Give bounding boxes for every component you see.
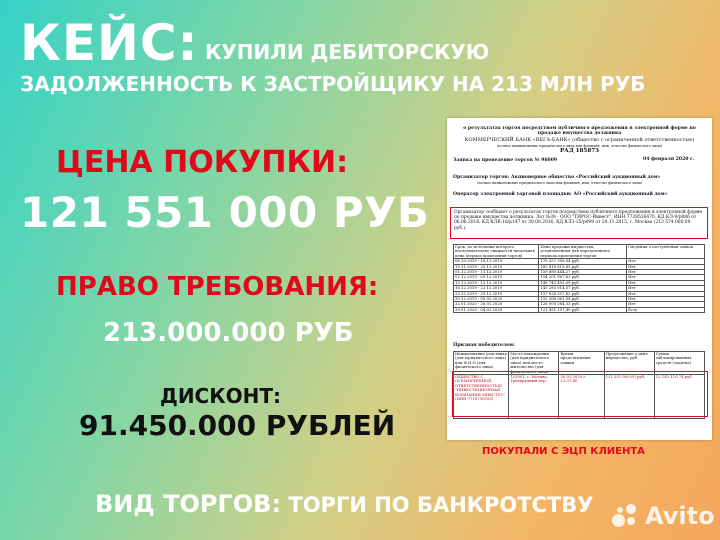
period-cell: 16.12.2019 - 22.12.2019 xyxy=(454,286,539,291)
winner-time-cell: 30.01.2020 г. 13:37:40 xyxy=(559,375,604,419)
doc-winners-title: Признан победителем: xyxy=(453,343,515,348)
bids-cell: Нет xyxy=(627,291,705,296)
column-header: Сведения о поступлении заявок xyxy=(627,245,705,259)
bids-cell: Нет xyxy=(627,270,705,275)
claim-label: ПРАВО ТРЕБОВАНИЯ: xyxy=(56,272,379,302)
doc-organizer-note: (полное наименование юридического лица или фамилия, имя, отчество физического лица) xyxy=(477,181,643,185)
price-cell: 121 451 107,40 руб. xyxy=(539,307,627,312)
price-cell: 148 743 491,09 руб. xyxy=(539,280,627,285)
doc-number: РАД 185873 xyxy=(559,148,600,154)
price-label: ЦЕНА ПОКУПКИ: xyxy=(56,145,349,180)
avito-logo-icon xyxy=(612,504,640,528)
heading-line-2: ЗАДОЛЖЕННОСТЬ К ЗАСТРОЙЩИКУ НА 213 МЛН РУБ xyxy=(20,72,646,96)
column-header: Наименование участника (для юридического лица) или Ф.И.О.(для физического лица) xyxy=(454,352,509,375)
doc-notice: Организатор сообщает о результатах торгов посредством публичного предложения в электронной форме по продаже имущества должника. Лот №38 - ООО "ТИРОС-Инвест", ИНН 7729516470, КД КЛ-9/р086 от 06.06.2016, КД КЛВ-16/р147 от 30.08.2016, КД КЛЗ-15/р099 от 24.11.2015, г. Москва (213 574 000,00 руб.). xyxy=(454,210,703,231)
column-header: Время представления заявки xyxy=(559,352,604,375)
period-cell: 13.12.2019 - 15.12.2019 xyxy=(454,280,539,285)
price-cell: 143 285 014,57 руб. xyxy=(539,286,627,291)
period-cell: 02.12.2019 - 09.12.2019 xyxy=(454,275,539,280)
price-cell: 132 368 061,08 руб. xyxy=(539,297,627,302)
heading-case-word: КЕЙС: xyxy=(20,14,199,72)
bids-cell: Нет xyxy=(627,302,705,307)
bids-cell: Есть xyxy=(627,307,705,312)
period-cell: 19.11.2019 - 25.11.2019 xyxy=(454,264,539,269)
auction-type-value: ТОРГИ ПО БАНКРОТСТВУ xyxy=(288,493,594,517)
period-cell: 29.01.2020 - 04.02.2020 xyxy=(454,307,539,312)
column-header: Срок, по истечении которого последовательно снижается начальная цена (период проведения торгов) xyxy=(454,245,539,259)
price-periods-table xyxy=(453,244,705,313)
discount-value: 91.450.000 РУБЛЕЙ xyxy=(79,409,396,442)
auction-type xyxy=(95,492,593,516)
column-header: Место нахождения (для юридического лица) или место жительства (для физического лица) xyxy=(509,352,559,375)
price-cell: 165 418 615,85 руб. xyxy=(539,264,627,269)
winner-deposit-cell: 12 145 110,74 руб. xyxy=(654,375,704,419)
price-cell: 170 357 398,04 руб. xyxy=(539,259,627,264)
price-value: 121 551 000 РУБ xyxy=(20,188,430,237)
bids-cell: Нет xyxy=(627,280,705,285)
bids-cell: Нет xyxy=(627,286,705,291)
price-cell: 154 201 967,83 руб. xyxy=(539,275,627,280)
price-cell: 159 880 444,27 руб. xyxy=(539,270,627,275)
doc-bank-note: (полное наименование юридического лица или фамилия, имя, отчество физического лица) xyxy=(496,144,663,148)
bids-cell: Нет xyxy=(627,264,705,269)
doc-bank: КОММЕРЧЕСКИЙ БАНК «ВЕГА-БАНК» (общество с ограниченной ответственностью) xyxy=(464,137,695,143)
winner-highlight xyxy=(452,371,708,417)
period-cell: 22.01.2020 - 28.01.2020 xyxy=(454,302,539,307)
column-header: Сумма заблокированных средств (задатка) xyxy=(654,352,704,375)
period-cell: 08.10.2019 - 18.11.2019 xyxy=(454,259,539,264)
price-cell: 126 909 584,33 руб. xyxy=(539,302,627,307)
doc-title: о результатах торгов посредством публичного предложения в электронной форме по продаже имущества должника xyxy=(463,126,696,137)
heading-case-rest: КУПИЛИ ДЕБИТОРСКУЮ xyxy=(205,40,490,64)
avito-watermark xyxy=(612,500,715,532)
auction-results-document xyxy=(447,118,712,440)
claim-value: 213.000.000 РУБ xyxy=(103,318,354,348)
avito-watermark-text: Avito xyxy=(645,502,715,530)
price-cell: 137 826 537,82 руб. xyxy=(539,291,627,296)
bids-cell: Нет xyxy=(627,297,705,302)
period-cell: 01.12.2019 - 11.12.2019 xyxy=(454,270,539,275)
table-row xyxy=(454,307,705,312)
column-header: Цена продажи имущества, установленная для определенного периода проведения торгов xyxy=(539,245,627,259)
doc-operator: Оператор электронной торговой площадки: АО «Российский аукционный дом» xyxy=(453,192,668,197)
signature-caption: ПОКУПАЛИ С ЭЦП КЛИЕНТА xyxy=(482,446,645,457)
auction-type-label: ВИД ТОРГОВ: xyxy=(95,490,282,518)
discount-label: ДИСКОНТ: xyxy=(160,384,281,408)
bids-cell: Нет xyxy=(627,259,705,264)
winner-name-cell: ОБЩЕСТВО С ОГРАНИЧЕННОЙ ОТВЕТСТВЕННОСТЬЮ "ИНВЕСТИЦИОННАЯ КОМПАНИЯ МИКСТУС" (ИНН 7710730593) xyxy=(454,375,509,419)
period-cell: 23.12.2019 - 29.12.2019 xyxy=(454,291,539,296)
bids-cell: Нет xyxy=(627,275,705,280)
column-header: Предложение о цене имущества, руб. xyxy=(604,352,654,375)
doc-request-no: Заявка на проведение торгов № 96009 xyxy=(453,158,558,163)
doc-date: 04 февраля 2020 г. xyxy=(643,157,695,162)
winner-address-cell: 123001, г. Москва, Трёхпрудный пер. xyxy=(509,375,559,419)
period-cell: 30.12.2019 - 05.01.2020 xyxy=(454,297,539,302)
winner-price-cell: 121 551 000,00 руб. xyxy=(604,375,654,419)
table-header-row xyxy=(454,245,705,259)
doc-organizer: Организатор торгов: Акционерное общество «Российский аукционный дом» xyxy=(453,175,661,180)
